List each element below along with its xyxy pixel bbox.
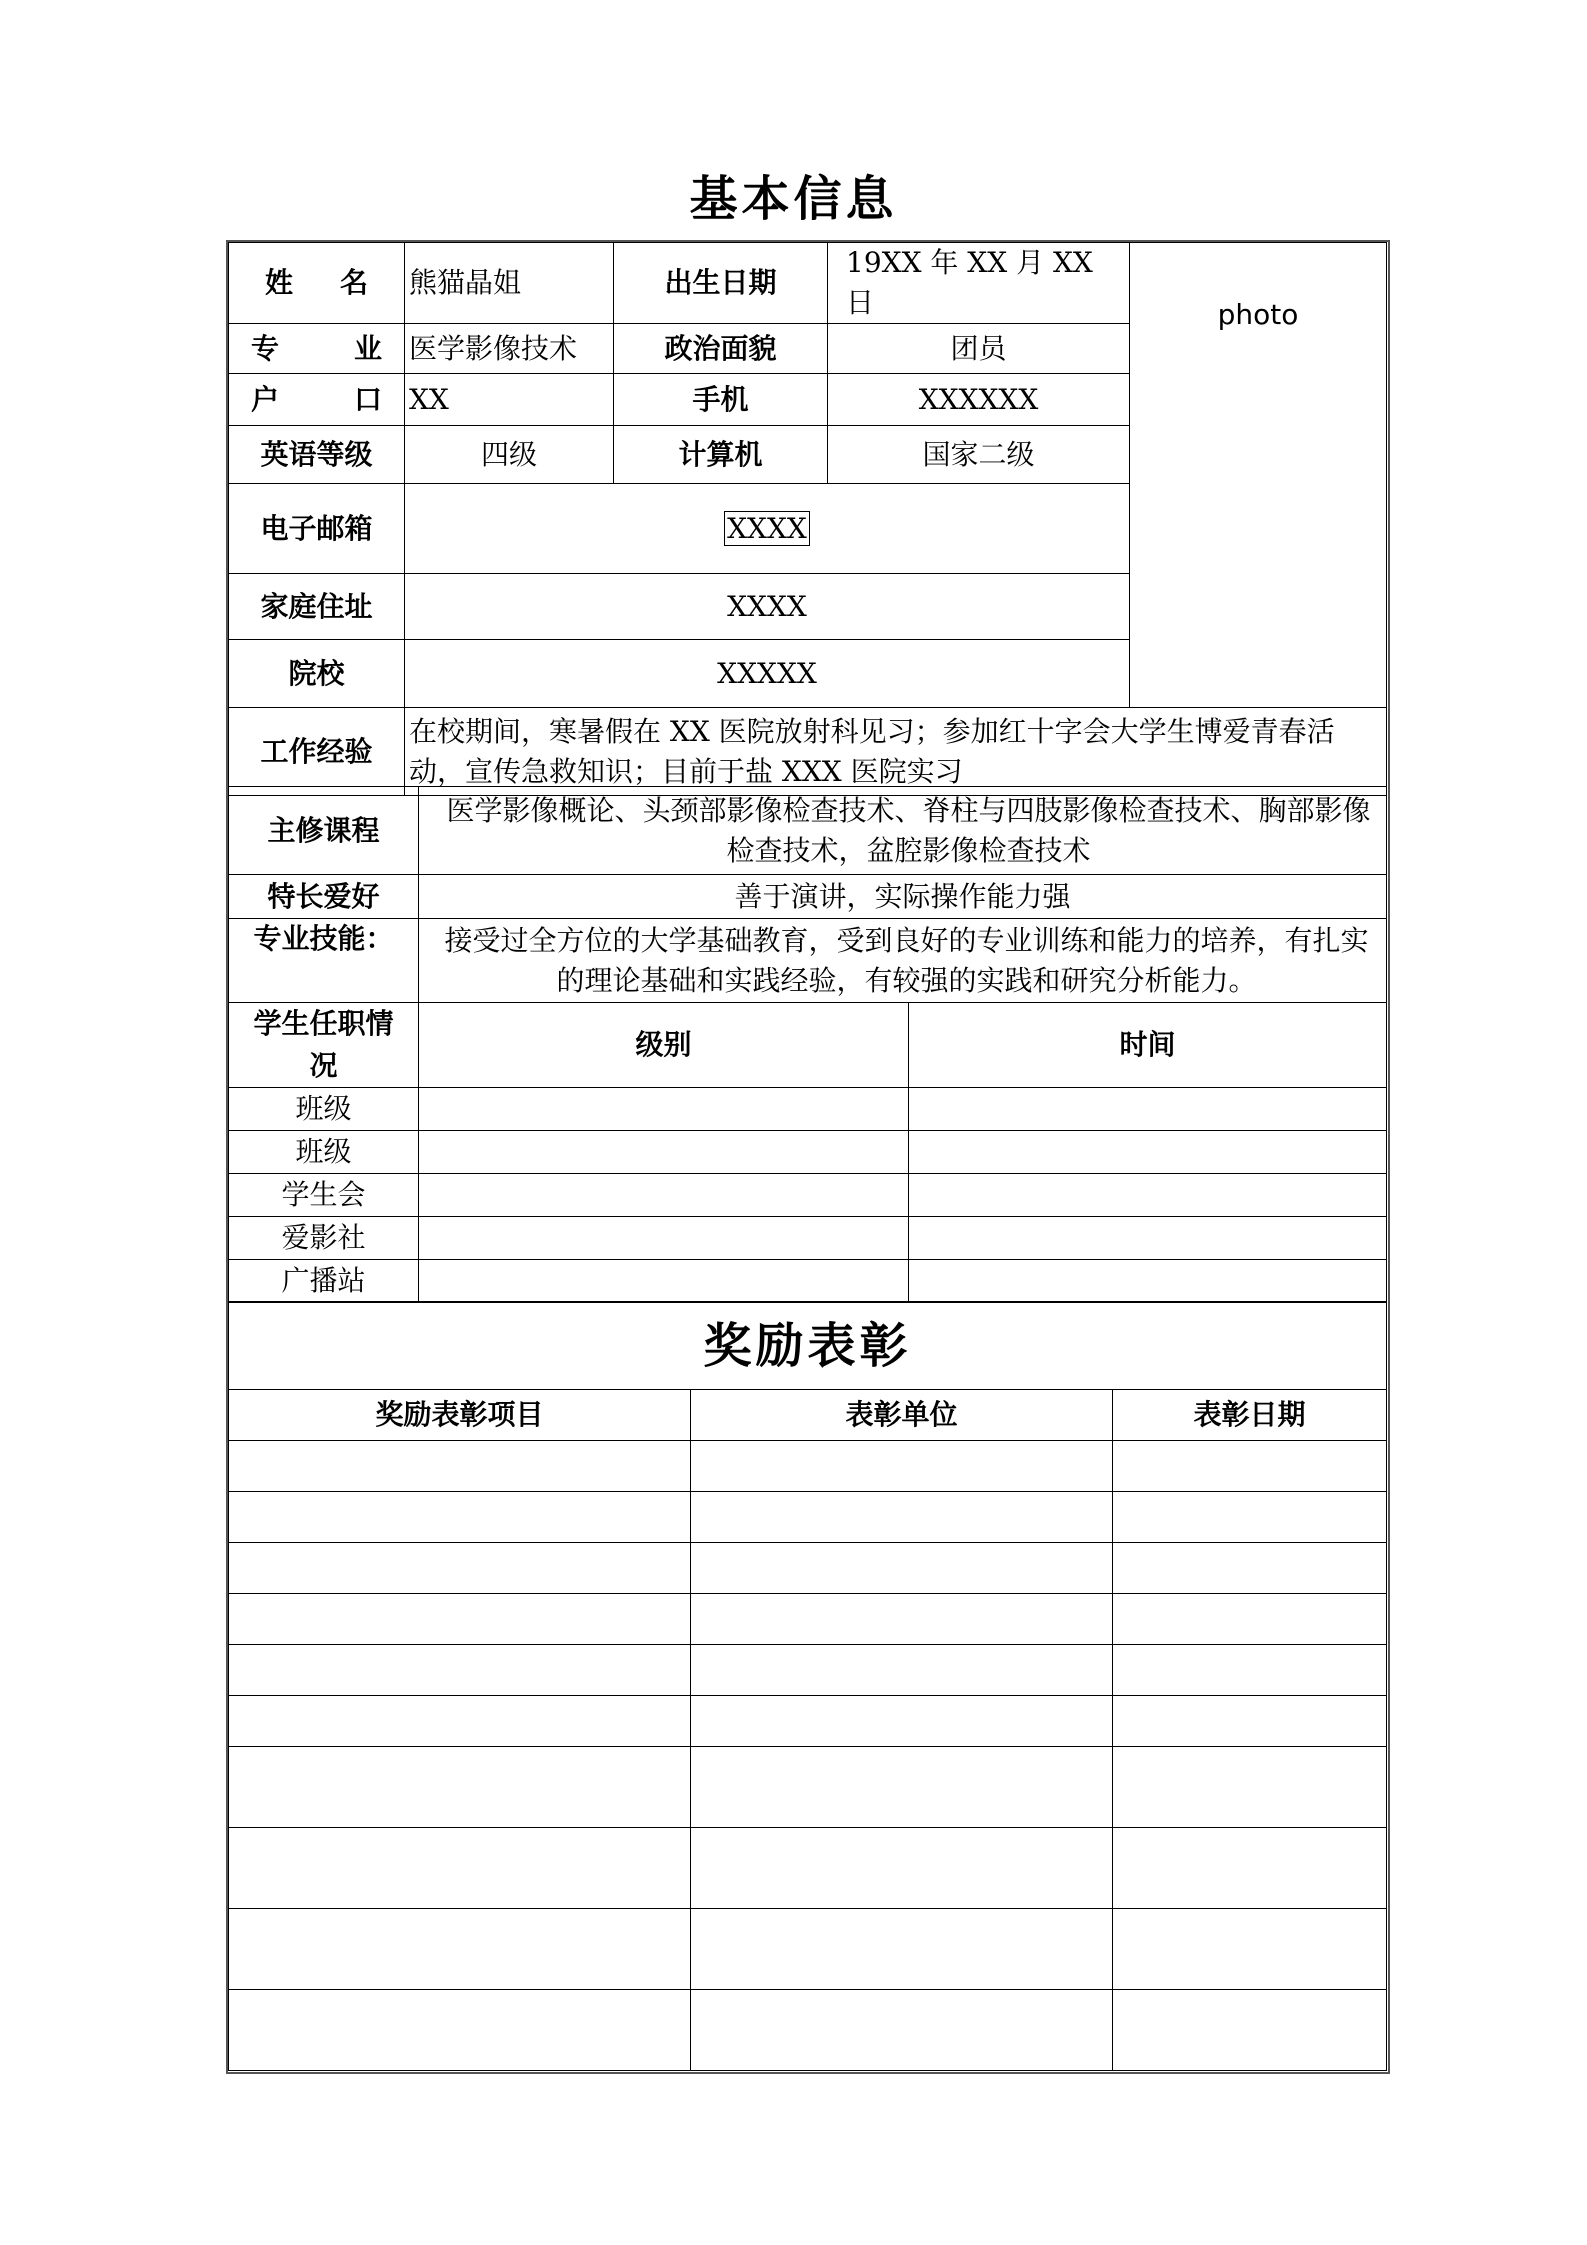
- name-value: 熊猫晶姐: [405, 243, 614, 324]
- name-label: 姓 名: [229, 243, 405, 324]
- position-time-cell[interactable]: [909, 1174, 1387, 1217]
- hobbies-value: 善于演讲，实际操作能力强: [419, 875, 1387, 919]
- photo-placeholder: photo: [1130, 243, 1387, 708]
- phone-value: XXXXXX: [828, 374, 1130, 426]
- award-date-cell[interactable]: [1113, 1594, 1387, 1645]
- skills-label: 专业技能：: [229, 919, 419, 1003]
- position-level-cell[interactable]: [419, 1088, 909, 1131]
- award-item-cell[interactable]: [229, 1747, 691, 1828]
- award-date-cell[interactable]: [1113, 1492, 1387, 1543]
- position-level-cell[interactable]: [419, 1260, 909, 1303]
- hukou-value: XX: [405, 374, 614, 426]
- position-row-label: 广播站: [229, 1260, 419, 1303]
- award-date-cell[interactable]: [1113, 1645, 1387, 1696]
- awards-col-unit: 表彰单位: [691, 1390, 1113, 1441]
- award-item-cell[interactable]: [229, 1594, 691, 1645]
- position-time-cell[interactable]: [909, 1131, 1387, 1174]
- award-item-cell[interactable]: [229, 1696, 691, 1747]
- award-item-cell[interactable]: [229, 1909, 691, 1990]
- work-label: 工作经验: [229, 708, 405, 796]
- skills-value: 接受过全方位的大学基础教育，受到良好的专业训练和能力的培养，有扎实的理论基础和实践经验，有较强的实践和研究分析能力。: [419, 919, 1387, 1003]
- awards-table: [228, 1301, 1387, 2071]
- award-unit-cell[interactable]: [691, 1543, 1113, 1594]
- positions-col-level: 级别: [419, 1003, 909, 1088]
- positions-col-time: 时间: [909, 1003, 1387, 1088]
- award-unit-cell[interactable]: [691, 1594, 1113, 1645]
- award-date-cell[interactable]: [1113, 1909, 1387, 1990]
- award-date-cell[interactable]: [1113, 1441, 1387, 1492]
- award-unit-cell[interactable]: [691, 1696, 1113, 1747]
- email-label: 电子邮箱: [229, 484, 405, 574]
- award-item-cell[interactable]: [229, 1441, 691, 1492]
- award-unit-cell[interactable]: [691, 1492, 1113, 1543]
- work-value: 在校期间，寒暑假在 XX 医院放射科见习；参加红十字会大学生博爱青春活动，宣传急救知识；目前于盐 XXX 医院实习: [405, 708, 1387, 796]
- computer-value: 国家二级: [828, 426, 1130, 484]
- hobbies-label: 特长爱好: [229, 875, 419, 919]
- position-row-label: 班级: [229, 1088, 419, 1131]
- award-date-cell[interactable]: [1113, 1747, 1387, 1828]
- phone-label: 手机: [614, 374, 828, 426]
- awards-col-item: 奖励表彰项目: [229, 1390, 691, 1441]
- awards-col-date: 表彰日期: [1113, 1390, 1387, 1441]
- award-item-cell[interactable]: [229, 1990, 691, 2071]
- award-unit-cell[interactable]: [691, 1645, 1113, 1696]
- school-value: XXXXX: [405, 640, 1130, 708]
- politics-value: 团员: [828, 324, 1130, 374]
- birth-value: 19XX 年 XX 月 XX 日: [828, 243, 1130, 324]
- award-date-cell[interactable]: [1113, 1990, 1387, 2071]
- awards-title: 奖励表彰: [229, 1302, 1387, 1390]
- courses-value: 医学影像概论、头颈部影像检查技术、脊柱与四肢影像检查技术、胸部影像检查技术，盆腔影像检查技术: [419, 787, 1387, 875]
- birth-label: 出生日期: [614, 243, 828, 324]
- award-date-cell[interactable]: [1113, 1543, 1387, 1594]
- position-row-label: 爱影社: [229, 1217, 419, 1260]
- award-unit-cell[interactable]: [691, 1747, 1113, 1828]
- position-time-cell[interactable]: [909, 1088, 1387, 1131]
- position-row-label: 学生会: [229, 1174, 419, 1217]
- award-unit-cell[interactable]: [691, 1828, 1113, 1909]
- computer-label: 计算机: [614, 426, 828, 484]
- courses-label: 主修课程: [229, 787, 419, 875]
- position-row-label: 班级: [229, 1131, 419, 1174]
- school-label: 院校: [229, 640, 405, 708]
- position-time-cell[interactable]: [909, 1260, 1387, 1303]
- position-level-cell[interactable]: [419, 1217, 909, 1260]
- details-table: [228, 786, 1387, 1303]
- major-value: 医学影像技术: [405, 324, 614, 374]
- award-unit-cell[interactable]: [691, 1990, 1113, 2071]
- position-time-cell[interactable]: [909, 1217, 1387, 1260]
- english-value: 四级: [405, 426, 614, 484]
- english-label: 英语等级: [229, 426, 405, 484]
- address-label: 家庭住址: [229, 574, 405, 640]
- award-date-cell[interactable]: [1113, 1696, 1387, 1747]
- position-level-cell[interactable]: [419, 1131, 909, 1174]
- award-item-cell[interactable]: [229, 1492, 691, 1543]
- award-item-cell[interactable]: [229, 1828, 691, 1909]
- award-item-cell[interactable]: [229, 1645, 691, 1696]
- positions-label: 学生任职情况: [229, 1003, 419, 1088]
- major-label: 专 业: [229, 324, 405, 374]
- politics-label: 政治面貌: [614, 324, 828, 374]
- basic-info-title: 基本信息: [689, 171, 898, 227]
- address-value: XXXX: [405, 574, 1130, 640]
- award-item-cell[interactable]: [229, 1543, 691, 1594]
- award-unit-cell[interactable]: [691, 1909, 1113, 1990]
- award-date-cell[interactable]: [1113, 1828, 1387, 1909]
- award-unit-cell[interactable]: [691, 1441, 1113, 1492]
- basic-info-table: [228, 242, 1387, 796]
- hukou-label: 户 口: [229, 374, 405, 426]
- email-value: XXXX: [405, 484, 1130, 574]
- position-level-cell[interactable]: [419, 1174, 909, 1217]
